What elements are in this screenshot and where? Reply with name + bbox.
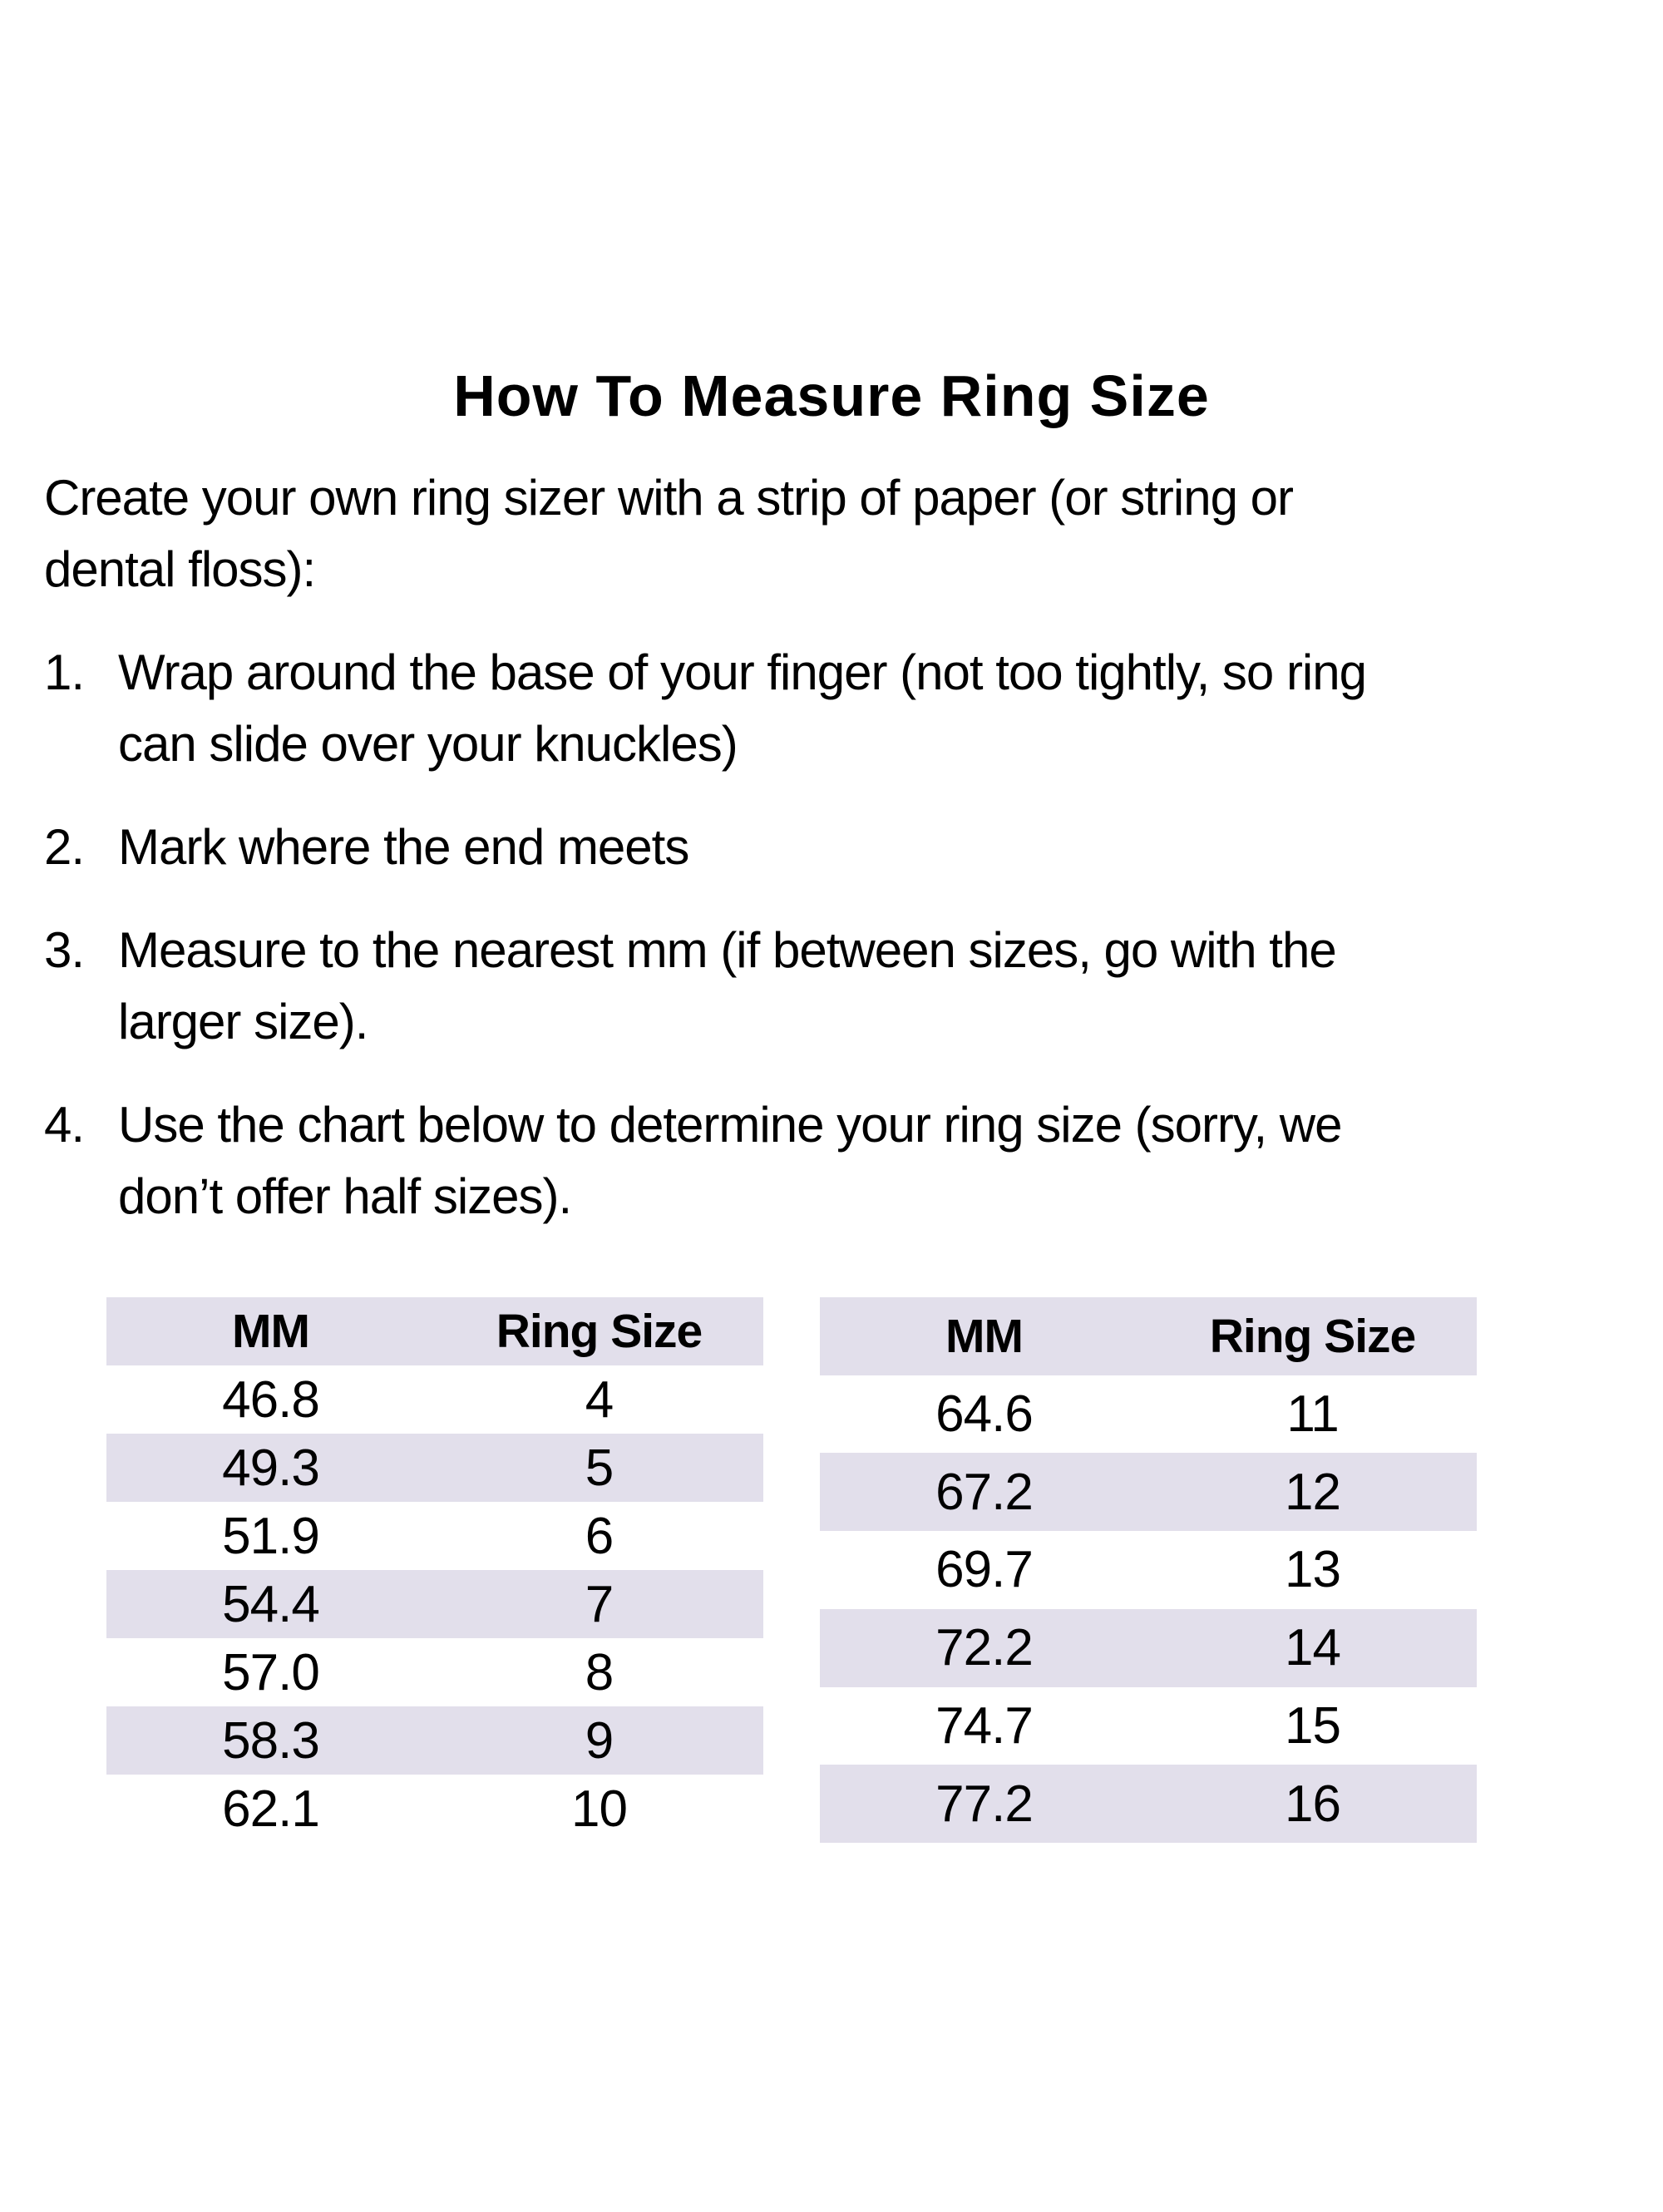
mm-value: 69.7 [935,1541,1033,1599]
mm-value: 74.7 [935,1696,1033,1755]
intro-paragraph [44,462,1663,605]
ring-size-value: 10 [571,1780,627,1838]
step-4-line-2: don’t offer half sizes). [118,1168,572,1224]
step-4-line-1: Use the chart below to determine your ring size (sorry, we [118,1097,1342,1153]
ring-size-value: 15 [1285,1696,1340,1755]
ring-size-value: 9 [585,1711,614,1770]
mm-value: 67.2 [935,1463,1033,1521]
mm-value: 54.4 [222,1575,319,1633]
table-right-header-mm: MM [945,1309,1023,1363]
table-row [820,1375,1477,1454]
ring-size-table-right [820,1297,1477,1843]
page-title: How To Measure Ring Size [453,363,1210,428]
mm-value: 58.3 [222,1711,319,1770]
ring-size-value: 11 [1286,1385,1339,1444]
table-row [820,1687,1477,1765]
table-row [820,1453,1477,1531]
step-2-line-1: Mark where the end meets [118,819,689,875]
table-row [106,1434,763,1502]
ring-size-value: 7 [585,1575,614,1633]
mm-value: 51.9 [222,1507,319,1565]
ring-size-table-left [106,1297,763,1843]
step-4-number: 4. [44,1097,85,1153]
step-2-text [118,812,1663,883]
mm-value: 62.1 [222,1780,319,1838]
step-2 [0,812,1663,883]
ring-size-value: 13 [1285,1541,1340,1599]
step-1-line-1: Wrap around the base of your finger (not too tightly, so ring [118,644,1366,700]
table-left-header-row [106,1297,763,1365]
step-2-number: 2. [44,819,85,875]
mm-value: 49.3 [222,1439,319,1497]
instruction-steps [0,637,1663,1232]
ring-size-chart [106,1297,1663,1843]
step-3-number: 3. [44,922,85,978]
ring-size-value: 4 [585,1370,614,1429]
ring-size-value: 14 [1285,1619,1340,1677]
mm-value: 64.6 [935,1385,1033,1444]
ring-size-value: 16 [1285,1775,1340,1833]
table-left-header-mm: MM [232,1305,309,1358]
table-row [820,1609,1477,1687]
table-row [106,1502,763,1570]
ring-size-value: 8 [585,1643,614,1701]
mm-value: 77.2 [935,1775,1033,1833]
step-3 [0,915,1663,1058]
step-1 [0,637,1663,780]
ring-size-value: 6 [585,1507,614,1565]
table-right-header-ring-size: Ring Size [1209,1309,1416,1363]
step-4 [0,1089,1663,1232]
table-row [106,1365,763,1434]
intro-line-2: dental floss): [44,541,316,597]
intro-line-1: Create your own ring sizer with a strip of paper (or string or [44,470,1293,526]
step-1-line-2: can slide over your knuckles) [118,716,738,772]
table-row [106,1775,763,1843]
step-1-number: 1. [44,644,85,700]
ring-size-value: 5 [585,1439,614,1497]
table-left-header-ring-size: Ring Size [496,1305,703,1358]
mm-value: 72.2 [935,1619,1033,1677]
table-row [106,1706,763,1775]
table-row [106,1570,763,1638]
step-1-text [118,637,1663,780]
step-3-line-2: larger size). [118,994,368,1049]
step-3-text [118,915,1663,1058]
table-row [106,1638,763,1706]
table-row [820,1531,1477,1609]
step-3-line-1: Measure to the nearest mm (if between sizes, go with the [118,922,1336,978]
mm-value: 57.0 [222,1643,319,1701]
table-right-header-row [820,1297,1477,1375]
step-4-text [118,1089,1663,1232]
ring-size-value: 12 [1285,1463,1340,1521]
mm-value: 46.8 [222,1370,319,1429]
table-row [820,1765,1477,1843]
